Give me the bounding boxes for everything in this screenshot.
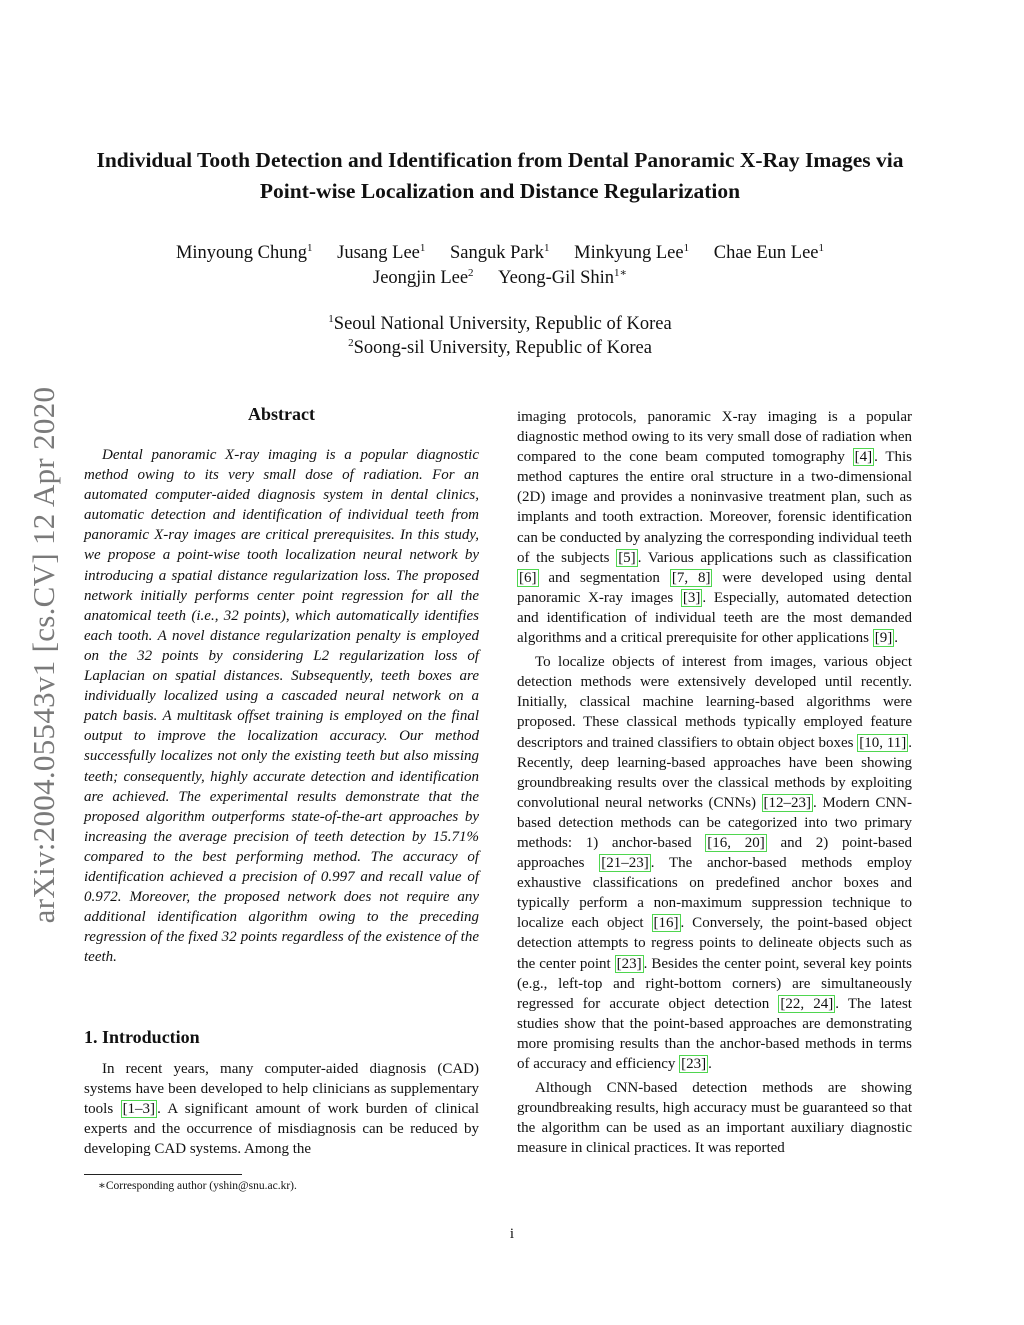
affiliation: $^2$Soong-sil University, Republic of Korea bbox=[348, 336, 652, 358]
abstract-heading: Abstract bbox=[248, 404, 315, 424]
arxiv-identifier: arXiv:2004.05543v1 [cs.CV] 12 Apr 2020 bbox=[26, 386, 61, 924]
author: Jusang Lee$^1$ bbox=[337, 241, 426, 263]
author: Sanguk Park$^1$ bbox=[450, 241, 550, 263]
citation-link[interactable]: [22, 24] bbox=[780, 995, 834, 1012]
body-paragraph: To localize objects of interest from images, various object detection methods were extensively developed until recently. Initially, classical machine learning-based algorithms were proposed. These classical methods typically employed feature descriptors and trained classifiers to obtain object boxes [10, 11] . Recently, deep learning-based approaches have been showing groundbreaking results over the classical methods by exploiting convolutional neural networks (CNNs) [12–23] . Modern CNN-based detection methods can be categorized into two primary methods: 1) anchor-based [16, 20] and 2) point-based approaches [21–23] . The anchor-based methods employ exhaustive classifications on predefined anchor boxes and typically perform a non-maximum suppression technique to localize each object [16] . Conversely, the point-based object detection attempts to regress points to delineate objects such as the center point [23] . Besides the center point, several key points (e.g., left-top and right-bottom corners) are simultaneously regressed for accurate object detection [22, 24] . The latest studies show that the point-based approaches are demonstrating more promising results than the anchor-based methods in terms of accuracy and efficiency [23] . bbox=[517, 654, 913, 1072]
footnote: ∗Corresponding author (yshin@snu.ac.kr). bbox=[98, 1180, 297, 1192]
section-heading-introduction: 1. Introduction bbox=[84, 1027, 200, 1047]
page-number: i bbox=[509, 1226, 515, 1242]
body-paragraph: imaging protocols, panoramic X-ray imaging is a popular diagnostic method owing to its very small dose of radiation when compared to the cone beam computed tomography [4] . This method captures the entire oral structure in a two-dimensional (2D) image and provides a noninvasive treatment plan, such as implants and tooth extraction. Moreover, forensic identification can be conducted by analyzing the corresponding individual teeth of the subjects [5] . Various applications such as classification [6] and segmentation [7, 8] were developed using dental panoramic X-ray images [3] . Especially, automated detection and identification of individual teeth are the most demanded algorithms and a critical prerequisite for other applications [9] . bbox=[517, 409, 912, 647]
author: Minyoung Chung$^1$ bbox=[175, 241, 313, 263]
citation-link[interactable]: [9] bbox=[874, 630, 893, 647]
right-column bbox=[517, 407, 912, 1158]
citation-link[interactable]: [7, 8] bbox=[671, 569, 711, 586]
author: Minkyung Lee$^1$ bbox=[574, 241, 690, 263]
footnote-divider bbox=[84, 1174, 242, 1175]
citation-link[interactable]: [6] bbox=[519, 569, 537, 586]
citation-link[interactable]: [3] bbox=[682, 589, 701, 606]
affiliations bbox=[200, 312, 800, 360]
citation-link[interactable]: [23] bbox=[681, 1056, 707, 1072]
citation-link[interactable]: [12–23] bbox=[763, 794, 812, 811]
intro-paragraph: In recent years, many computer-aided diagnosis (CAD) systems have been developed to help clinicians as supplementary tools [1–3] . A significant amount of work burden of clinical experts and the occurrence of misdiagnosis can be reduced by developing CAD systems. Among the bbox=[84, 1061, 479, 1158]
citation-link[interactable]: [23] bbox=[616, 955, 642, 972]
abstract-body: Dental panoramic X-ray imaging is a popular diagnostic method owing to its very small dose of radiation. For an automated computer-aided diagnosis system in dental clinics, automatic detection and identification of individual teeth from panoramic X-ray images are critical prerequisites. In this study, we propose a point-wise tooth localization neural network by introducing a spatial distance regularization loss. The proposed network initially performs center point regression for all the anatomical teeth (i.e., 32 points), which automatically identifies each tooth. A novel distance regularization penalty is employed on the 32 points by considering L2 regularization loss of Laplacian on spatial distances. Subsequently, teeth boxes are individually localized using a cascaded neural network on a patch basis. A multitask offset training is employed on the final output to improve the localization accuracy. Our method successfully localizes not only the existing teeth but also missing teeth; consequently, highly accurate detection and identification are achieved. The experimental results demonstrate that the proposed algorithm outperforms state-of-the-art approaches by increasing the average precision of teeth detection by 15.71% compared to the best performing method. The accuracy of identification achieved a precision of 0.997 and recall value of 0.972. Moreover, the proposed network does not require any additional identification algorithm owing to the preceding regression of the fixed 32 points regardless of the existence of the teeth. bbox=[84, 447, 479, 966]
author: Jeongjin Lee$^2$ bbox=[373, 266, 474, 288]
citation-link[interactable]: [21–23] bbox=[601, 855, 649, 872]
body-paragraph: Although CNN-based detection methods are showing groundbreaking results, high accuracy must be guaranteed so that the algorithm can be used as an important auxiliary diagnostic measure in clinical practices. It was reported bbox=[517, 1080, 912, 1157]
citation-link[interactable]: [10, 11] bbox=[859, 734, 907, 751]
paper-title: Individual Tooth Detection and Identification from Dental Panoramic X-Ray Images via Point-wise Localization and Distance Regularization bbox=[96, 148, 904, 203]
citation-link[interactable]: [4] bbox=[854, 449, 873, 466]
citation-link[interactable]: [16] bbox=[653, 915, 679, 932]
citation-link[interactable]: [16, 20] bbox=[707, 834, 765, 851]
citation-link[interactable]: [1–3] bbox=[122, 1101, 156, 1118]
arxiv-stamp bbox=[14, 350, 74, 960]
author-list bbox=[100, 241, 900, 291]
citation-link[interactable]: [5] bbox=[618, 549, 636, 566]
author: Yeong-Gil Shin$^{1∗}$ bbox=[498, 266, 627, 288]
author: Chae Eun Lee$^1$ bbox=[713, 241, 825, 263]
affiliation: $^1$Seoul National University, Republic of Korea bbox=[328, 312, 672, 334]
